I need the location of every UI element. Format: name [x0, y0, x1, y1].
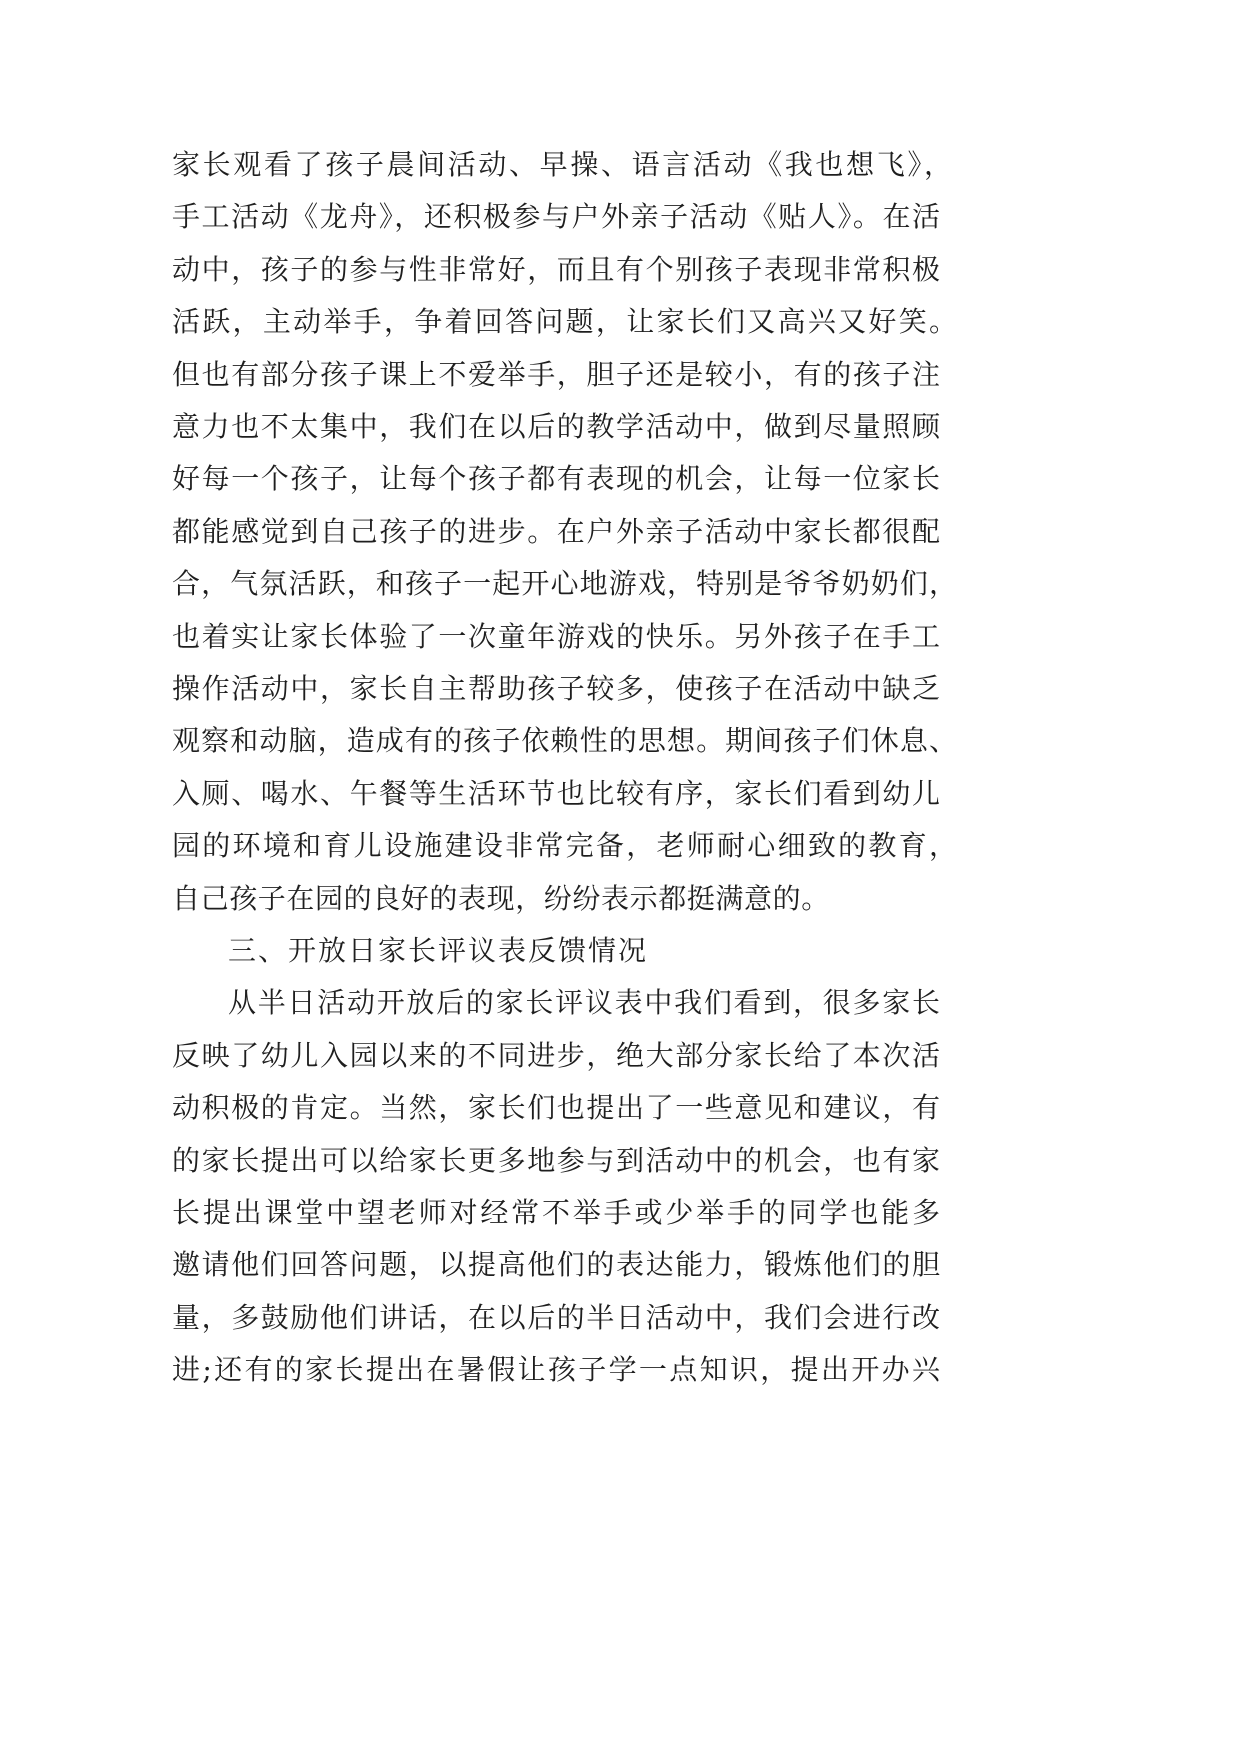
text-line: 从半日活动开放后的家长评议表中我们看到，很多家长 — [228, 986, 940, 1019]
text-line: 但也有部分孩子课上不爱举手，胆子还是较小，有的孩子注 — [172, 358, 940, 391]
text-line: 入厕、喝水、午餐等生活环节也比较有序，家长们看到幼儿 — [172, 777, 940, 810]
text-line: 操作活动中，家长自主帮助孩子较多，使孩子在活动中缺乏 — [172, 672, 940, 705]
text-line: 动积极的肯定。当然，家长们也提出了一些意见和建议，有 — [172, 1091, 940, 1124]
text-line: 量，多鼓励他们讲话，在以后的半日活动中，我们会进行改 — [172, 1301, 940, 1334]
text-line: 好每一个孩子，让每个孩子都有表现的机会，让每一位家长 — [172, 462, 940, 495]
text-line: 园的环境和育儿设施建设非常完备，老师耐心细致的教育， — [172, 829, 957, 862]
text-line: 观察和动脑，造成有的孩子依赖性的思想。期间孩子们休息、 — [172, 724, 957, 757]
text-line: 也着实让家长体验了一次童年游戏的快乐。另外孩子在手工 — [172, 620, 940, 653]
text-line: 的家长提出可以给家长更多地参与到活动中的机会，也有家 — [172, 1144, 940, 1177]
text-line: 自己孩子在园的良好的表现，纷纷表示都挺满意的。 — [172, 882, 830, 915]
text-line: 邀请他们回答问题，以提高他们的表达能力，锻炼他们的胆 — [172, 1248, 940, 1281]
text-line: 长提出课堂中望老师对经常不举手或少举手的同学也能多 — [172, 1196, 940, 1229]
text-line: 合，气氛活跃，和孩子一起开心地游戏，特别是爷爷奶奶们， — [172, 567, 957, 600]
text-line: 手工活动《龙舟》，还积极参与户外亲子活动《贴人》。在活 — [172, 200, 940, 233]
text-line: 意力也不太集中，我们在以后的教学活动中，做到尽量照顾 — [172, 410, 940, 443]
text-line: 动中，孩子的参与性非常好，而且有个别孩子表现非常积极 — [172, 253, 940, 286]
text-line: 都能感觉到自己孩子的进步。在户外亲子活动中家长都很配 — [172, 515, 940, 548]
text-line: 家长观看了孩子晨间活动、早操、语言活动《我也想飞》， — [172, 148, 952, 181]
section-heading: 三、开放日家长评议表反馈情况 — [228, 934, 649, 967]
text-line: 反映了幼儿入园以来的不同进步，绝大部分家长给了本次活 — [172, 1039, 940, 1072]
text-line: 活跃，主动举手，争着回答问题，让家长们又高兴又好笑。 — [172, 305, 957, 338]
text-line: 进;还有的家长提出在暑假让孩子学一点知识，提出开办兴 — [172, 1353, 940, 1386]
